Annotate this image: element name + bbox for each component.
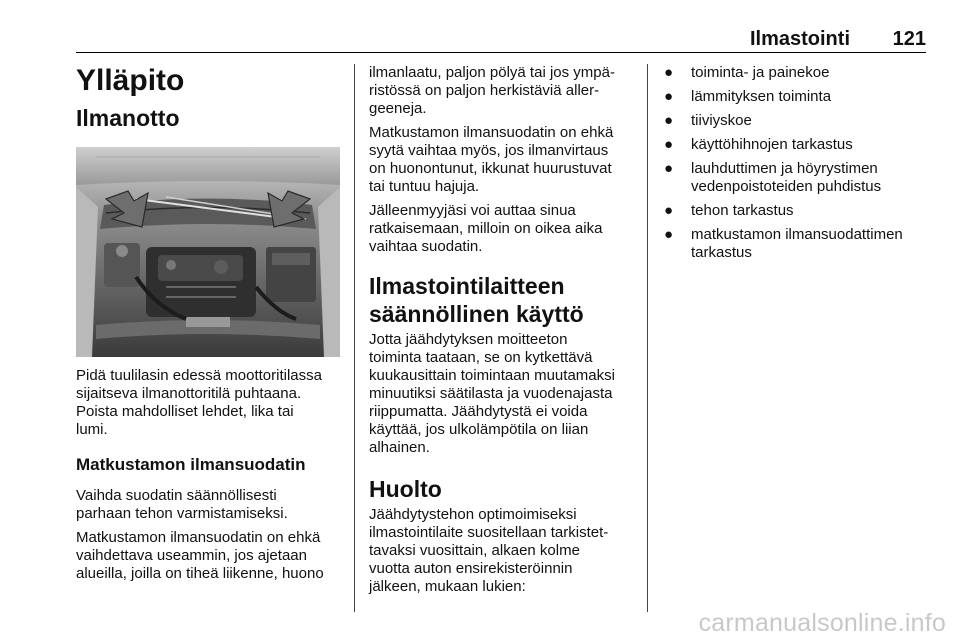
page-number: 121 <box>892 28 926 50</box>
engine-bay-photo <box>76 147 340 357</box>
column-right <box>664 64 926 268</box>
bullet-icon: ● <box>664 64 674 81</box>
paragraph-dealer: Jälleenmyyjäsi voi auttaa sinua ratkaisemaan, milloin on oikea aika vaihtaa suodatin. <box>369 202 603 255</box>
list-item: ● tehon tarkastus <box>664 202 794 219</box>
bullet-icon: ● <box>664 226 674 243</box>
list-item: ● käyttöhihnojen tarkastus <box>664 136 853 153</box>
bullet-icon: ● <box>664 202 674 219</box>
column-middle <box>369 64 635 596</box>
paragraph-continued: ilmanlaatu, paljon pölyä tai jos ympä- ristössä on paljon herkistäviä aller- geeneja. <box>369 64 615 117</box>
list-item: ● toiminta- ja painekoe <box>664 64 830 81</box>
column-divider-left <box>354 64 355 612</box>
list-item: ● tiiviyskoe <box>664 112 752 129</box>
paragraph-service: Jäähdytystehon optimoimiseksi ilmastointilaite suositellaan tarkistet- tavaksi vuosittain, alkaen kolme vuotta auton ensirekisteröinnin jälkeen, mukaan lukien: <box>369 506 609 595</box>
column-left <box>76 64 340 583</box>
paragraph-filter-often: Matkustamon ilmansuodatin on ehkä vaihdettava useammin, jos ajetaan alueilla, joilla on tiheä liikenne, huono <box>76 529 324 582</box>
heading-service: Huolto <box>369 476 442 502</box>
list-item: ● matkustamon ilmansuodattimen tarkastus <box>664 226 903 261</box>
bullet-icon: ● <box>664 136 674 153</box>
column-divider-right <box>647 64 648 612</box>
paragraph-intake: Pidä tuulilasin edessä moottoritilassa sijaitseva ilmanottoritilä puhtaana. Poista mahdolliset lehdet, lika tai lumi. <box>76 367 322 438</box>
service-checklist <box>664 64 926 262</box>
heading-cabin-filter: Matkustamon ilmansuodatin <box>76 455 306 474</box>
section-title: Ylläpito <box>76 64 185 97</box>
bullet-icon: ● <box>664 160 674 177</box>
heading-regular-operation: Ilmastointilaitteen säännöllinen käyttö <box>369 273 584 327</box>
bullet-icon: ● <box>664 88 674 105</box>
paragraph-regular-operation: Jotta jäähdytyksen moitteeton toiminta taataan, se on kytkettävä kuukausittain toimintaan muutamaksi minuutiksi säätilasta ja vuodenajasta riippumatta. Jäähdytystä ei voida käyttää, jos ulkolämpötila on liian alhainen. <box>369 331 615 456</box>
paragraph-airflow: Matkustamon ilmansuodatin on ehkä syytä vaihtaa myös, jos ilmanvirtaus on huonontunut, ikkunat huurustuvat tai tuntuu hajuja. <box>369 124 614 195</box>
page-header <box>76 28 926 53</box>
chapter-title: Ilmastointi <box>749 28 850 50</box>
watermark: carmanualsonline.info <box>698 609 946 637</box>
list-item: ● lämmityksen toiminta <box>664 88 832 105</box>
paragraph-filter-replace: Vaihda suodatin säännöllisesti parhaan tehon varmistamiseksi. <box>76 487 288 522</box>
subsection-title: Ilmanotto <box>76 105 180 131</box>
list-item: ● lauhduttimen ja höyrystimen vedenpoistoteiden puhdistus <box>664 160 882 195</box>
bullet-icon: ● <box>664 112 674 129</box>
